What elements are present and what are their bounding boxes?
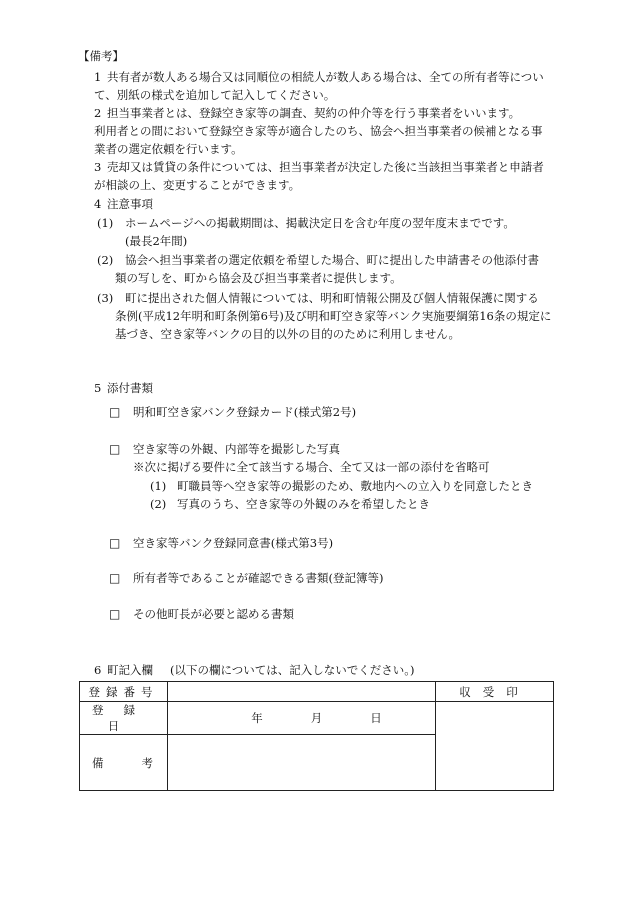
remark-text: 業者の選定依頼を行います。 <box>94 142 243 156</box>
note-number: (2) <box>97 253 114 267</box>
remarks-label <box>80 735 168 791</box>
town-section-heading: 町記入欄 <box>107 663 153 677</box>
note-number: (3) <box>97 291 114 305</box>
month-label: 月 <box>310 711 323 725</box>
checkbox[interactable]: □ <box>109 536 121 550</box>
note-text: 町に提出された個人情報については、明和町情報公開及び個人情報保護に関する <box>125 291 539 305</box>
note-number: (1) <box>97 216 114 230</box>
condition-number: (1) <box>150 479 167 493</box>
checkbox[interactable]: □ <box>109 405 121 419</box>
checkbox[interactable]: □ <box>109 571 121 585</box>
reg-date-label: 登録日 <box>80 702 168 735</box>
checkbox[interactable]: □ <box>109 442 121 456</box>
condition-number: (2) <box>150 497 167 511</box>
day-label: 日 <box>370 711 382 725</box>
condition-text: 町職員等へ空き家等の撮影のため、敷地内への立入りを同意したとき <box>177 479 534 493</box>
reg-number-cell[interactable] <box>168 682 436 702</box>
remark-number: 1 <box>94 70 102 84</box>
town-section-note: (以下の欄については、記入しないでください。) <box>170 663 415 677</box>
remarks-cell[interactable] <box>168 735 436 791</box>
remark-text: 注意事項 <box>107 197 153 211</box>
remark-text: が相談の上、変更することができます。 <box>94 178 301 192</box>
attachment-item: 明和町空き家バンク登録カード(様式第2号) <box>133 405 357 419</box>
remarks-label-a: 備 <box>92 755 104 770</box>
reg-number-label: 登録番号 <box>80 682 168 702</box>
stamp-label: 収受印 <box>436 682 554 702</box>
remark-text: 利用者との間において登録空き家等が適合したのち、協会へ担当事業者の候補となる事 <box>94 124 543 138</box>
attachment-item: 空き家等バンク登録同意書(様式第3号) <box>133 536 334 550</box>
note-text: ホームページへの掲載期間は、掲載決定日を含む年度の翌年度末までです。 <box>125 216 515 230</box>
checkbox[interactable]: □ <box>109 607 121 621</box>
attachments-heading: 添付書類 <box>107 381 153 395</box>
stamp-area <box>436 702 554 791</box>
remark-number: 3 <box>94 160 102 174</box>
note-text: 条例(平成12年明和町条例第6号)及び明和町空き家等バンク実施要綱第16条の規定に <box>115 309 552 323</box>
remarks-label-b: 考 <box>141 755 153 770</box>
attachment-item: その他町長が必要と認める書類 <box>133 607 294 621</box>
note-text: (最長2年間) <box>125 234 188 248</box>
attachment-item: 所有者等であることが確認できる書類(登記簿等) <box>133 571 384 585</box>
section-number: 5 <box>94 381 102 395</box>
note-text: 基づき、空き家等バンクの目的以外の目的のために利用しません。 <box>115 327 460 341</box>
year-label: 年 <box>251 711 263 725</box>
remark-text: 担当事業者とは、登録空き家等の調査、契約の仲介等を行う事業者をいいます。 <box>107 106 521 120</box>
remark-number: 4 <box>94 197 102 211</box>
remark-text: 共有者が数人ある場合又は同順位の相続人が数人ある場合は、全ての所有者等につい <box>107 70 544 84</box>
registration-table <box>79 681 554 791</box>
remark-number: 2 <box>94 106 102 120</box>
note-text: 類の写しを、町から協会及び担当事業者に提供します。 <box>115 271 402 285</box>
remark-text: て、別紙の様式を追加して記入してください。 <box>94 88 336 102</box>
remark-text: 売却又は賃貸の条件については、担当事業者が決定した後に当該担当事業者と申請者 <box>107 160 544 174</box>
remarks-heading: 【備考】 <box>78 49 124 63</box>
note-text: 協会へ担当事業者の選定依頼を希望した場合、町に提出した申請書その他添付書 <box>125 253 539 267</box>
attachment-item: 空き家等の外観、内部等を撮影した写真 <box>133 442 340 456</box>
section-number: 6 <box>94 663 102 677</box>
condition-text: 写真のうち、空き家等の外観のみを希望したとき <box>177 497 430 511</box>
reg-date-cell[interactable] <box>168 702 436 735</box>
attachment-note: ※次に掲げる要件に全て該当する場合、全て又は一部の添付を省略可 <box>133 460 490 474</box>
